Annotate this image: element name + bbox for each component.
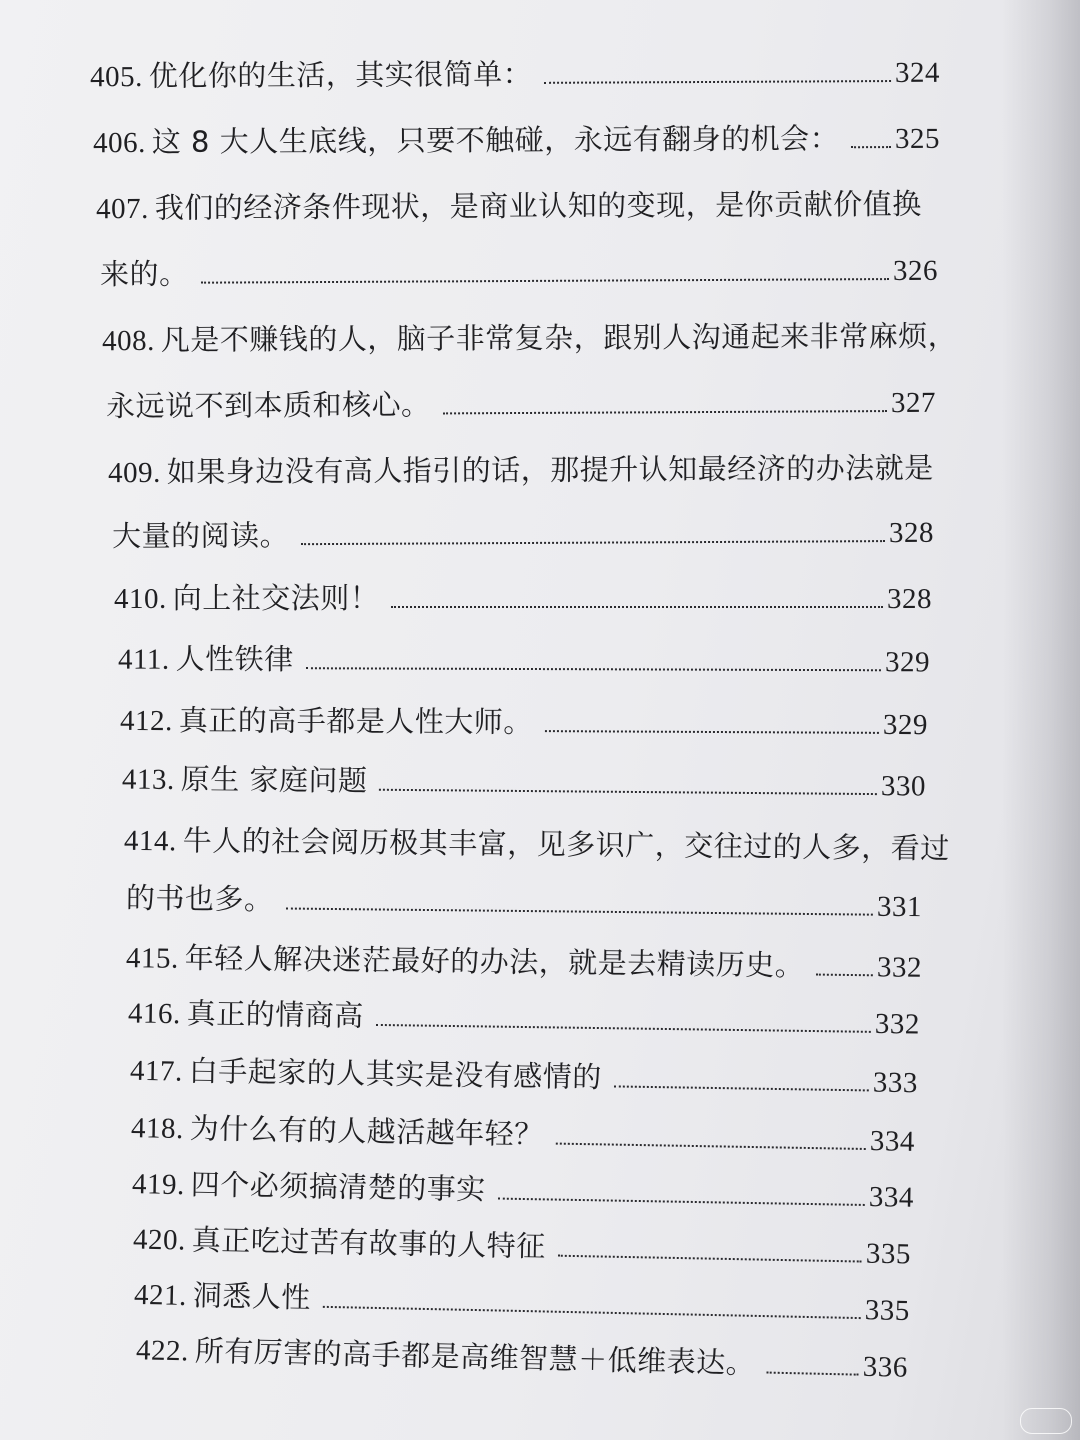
dot-leader (376, 1024, 871, 1033)
entry-title: 为什么有的人越活越年轻？ (189, 1111, 545, 1152)
entry-number: 418. (130, 1112, 185, 1146)
entry-title: 年轻人解决迷茫最好的办法，就是去精读历史。 (184, 940, 805, 983)
entry-number: 412. (119, 704, 173, 738)
dot-leader (443, 410, 887, 414)
toc-entry-410 (114, 576, 932, 617)
dot-leader (558, 1255, 862, 1263)
entry-page: 324 (894, 56, 941, 90)
entry-title: 凡是不赚钱的人，脑子非常复杂，跟别人沟通起来非常麻烦， (160, 318, 958, 357)
entry-number: 422. (135, 1334, 190, 1368)
entry-title: 向上社交法则！ (172, 581, 380, 615)
entry-title: 我们的经济条件现状，是商业认知的变现，是你贡献价值换 (154, 186, 922, 225)
entry-title: 真正的情商高 (186, 996, 364, 1033)
toc-entry-416 (128, 990, 920, 1042)
entry-number: 408. (101, 324, 155, 358)
entry-title: 优化你的生活，其实很简单： (148, 56, 533, 93)
dot-leader (556, 1143, 866, 1150)
toc-entry-419 (132, 1161, 915, 1216)
entry-page: 335 (864, 1294, 911, 1328)
entry-page: 331 (876, 890, 923, 924)
entry-number: 409. (107, 456, 161, 490)
entry-title-continuation: 永远说不到本质和核心。 (105, 387, 431, 424)
entry-title: 洞悉人性 (192, 1278, 312, 1315)
dot-leader (323, 1306, 861, 1319)
entry-number: 420. (132, 1223, 187, 1257)
entry-page: 336 (862, 1350, 909, 1384)
toc-entry-411 (118, 637, 930, 681)
entry-number: 405. (89, 60, 143, 94)
entry-page: 332 (876, 951, 923, 984)
entry-page: 333 (872, 1066, 919, 1100)
toc-entry-422 (136, 1327, 909, 1386)
toc-entry-408-continuation (106, 380, 936, 425)
dot-leader (544, 80, 891, 84)
dot-leader (306, 667, 881, 671)
toc-entry-413 (122, 756, 926, 804)
entry-title: 如果身边没有高人指引的话，那提升认知最经济的办法就是 (166, 450, 934, 489)
toc-entry-407 (96, 182, 940, 227)
entry-title: 原生 家庭问题 (180, 762, 368, 798)
app-logo-watermark (1020, 1408, 1072, 1434)
dot-leader (201, 278, 889, 284)
entry-number: 421. (133, 1278, 188, 1312)
toc-entry-420 (133, 1217, 912, 1273)
dot-leader (301, 540, 885, 545)
entry-number: 415. (125, 942, 179, 975)
entry-page: 326 (892, 254, 939, 288)
entry-title: 四个必须搞清楚的事实 (190, 1167, 487, 1207)
toc-entry-408 (101, 314, 958, 359)
entry-title: 真正的高手都是人性大师。 (178, 703, 533, 740)
entry-number: 417. (129, 1054, 184, 1088)
dot-leader (545, 730, 879, 734)
dot-leader (379, 789, 877, 795)
entry-page: 330 (880, 770, 927, 803)
entry-page: 334 (868, 1181, 915, 1214)
entry-title: 所有厉害的高手都是高维智慧＋低维表达。 (194, 1333, 756, 1381)
toc-entry-414-continuation (126, 876, 922, 925)
toc-entry-409-continuation (112, 510, 934, 555)
toc-entry-405 (90, 50, 940, 95)
entry-title: 这 8 大人生底线，只要不触碰，永远有翻身的机会： (151, 121, 840, 159)
entry-number: 411. (117, 643, 170, 676)
toc-entry-406 (93, 116, 940, 161)
entry-page: 325 (894, 122, 941, 156)
dot-leader (391, 606, 883, 608)
entry-number: 419. (131, 1168, 186, 1202)
dot-leader (851, 146, 891, 148)
entry-number: 410. (114, 583, 167, 615)
entry-number: 414. (123, 824, 177, 858)
dot-leader (285, 908, 872, 916)
entry-page: 327 (890, 386, 937, 420)
toc-entry-421 (134, 1272, 911, 1329)
entry-page: 328 (887, 583, 932, 615)
toc-entry-414 (123, 818, 950, 867)
toc-entry-415 (126, 935, 922, 986)
toc-entry-417 (130, 1048, 919, 1101)
entry-page: 329 (882, 708, 929, 742)
toc-entry-412 (120, 698, 928, 743)
entry-title: 白手起家的人其实是没有感情的 (188, 1053, 602, 1095)
entry-title: 人性铁律 (175, 641, 294, 677)
toc-entry-407-continuation (100, 248, 938, 293)
entry-title-continuation: 大量的阅读。 (111, 518, 290, 554)
entry-page: 328 (888, 516, 935, 550)
entry-page: 332 (874, 1007, 921, 1041)
dot-leader (767, 1372, 859, 1376)
entry-title-continuation: 的书也多。 (125, 880, 274, 917)
entry-page: 334 (869, 1125, 916, 1158)
toc-entry-418 (131, 1105, 916, 1160)
entry-title: 真正吃过苦有故事的人特征 (191, 1222, 547, 1264)
entry-number: 416. (127, 997, 181, 1031)
entry-page: 335 (865, 1237, 912, 1271)
dot-leader (498, 1198, 865, 1206)
dot-leader (816, 974, 873, 977)
entry-number: 406. (92, 126, 146, 160)
dot-leader (614, 1085, 869, 1091)
entry-number: 413. (121, 763, 175, 796)
toc-entry-409 (108, 446, 936, 491)
entry-page: 329 (884, 646, 931, 679)
entry-title: 牛人的社会阅历极其丰富，见多识广，交往过的人多，看过 (182, 823, 950, 866)
entry-number: 407. (95, 192, 149, 226)
entry-title-continuation: 来的。 (99, 256, 189, 292)
